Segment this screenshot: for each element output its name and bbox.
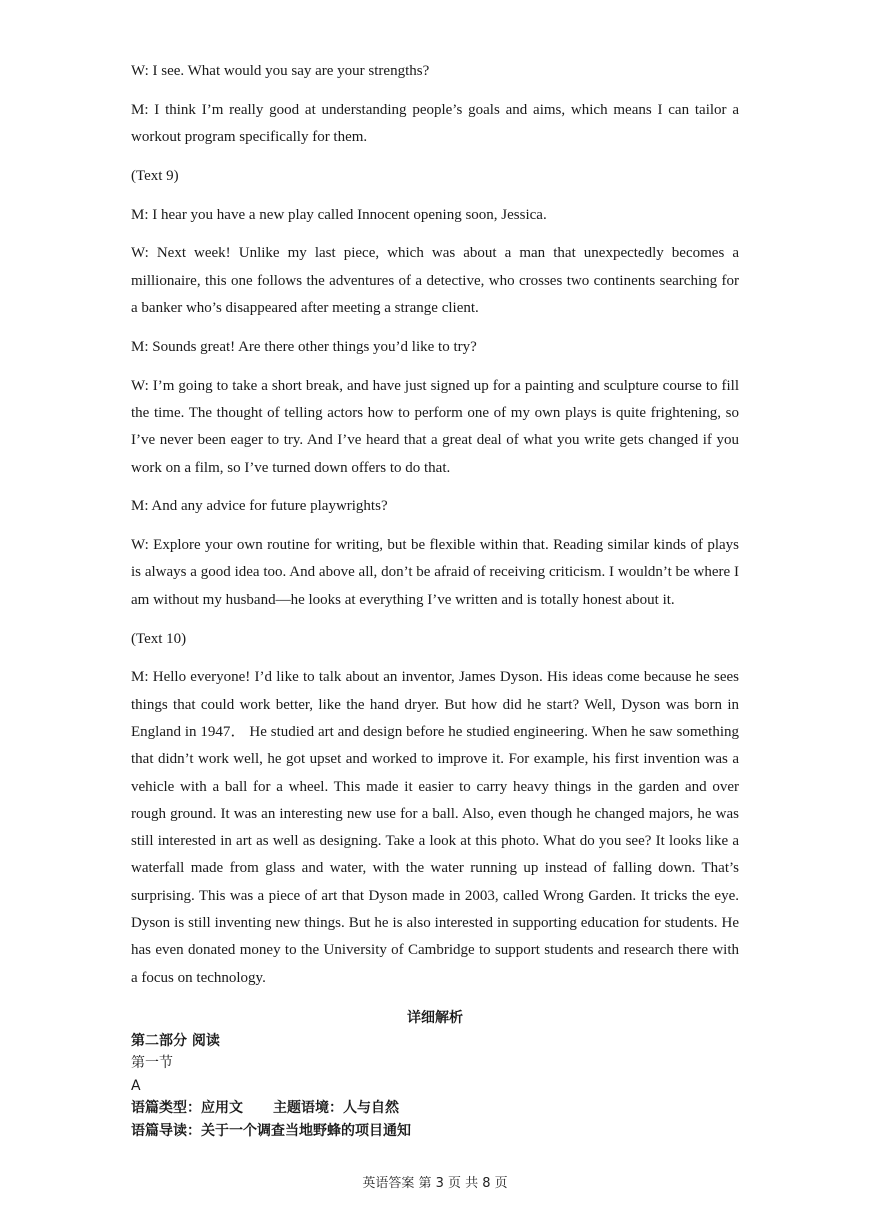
text-heading: (Text 9): [131, 167, 179, 184]
part-heading: 第二部分 阅读: [131, 1032, 220, 1049]
text-heading: (Text 10): [131, 630, 187, 647]
transcript-paragraph: M: Hello everyone! I’d like to talk about an inventor, James Dyson. His ideas come because he sees things that could work better, like the hand dryer. But how did he start? Well, Dyson was born in England in 1947． He studied art and design before he studied engineering. When he saw something that didn’t work well, he got upset and worked to improve it. For example, his first invention was a vehicle with a ball for a wheel. This made it easier to carry heavy things in the garden and over rough ground. It was an interesting new use for a ball. Also, even though he changed majors, he was still interested in art as well as designing. Take a look at this photo. What do you see? It looks like a waterfall made from glass and water, with the water running up instead of falling down. That’s surprising. This was a piece of art that Dyson made in 2003, called Wrong Garden. It tricks the eye. Dyson is still inventing new things. But he is also interested in supporting education for students. He has even donated money to the University of Cambridge to support students and research there with a focus on technology.: [131, 669, 739, 986]
page-footer: 英语答案 第 3 页 共 8 页: [362, 1176, 508, 1191]
analysis-title: 详细解析: [407, 1009, 463, 1026]
section-heading: 第一节: [131, 1055, 173, 1072]
transcript-paragraph: W: I’m going to take a short break, and have just signed up for a painting and sculpture course to fill the time. The thought of telling actors how to perform one of my own plays is quite frightening, so I’ve never been eager to try. And I’ve heard that a great deal of what you write gets changed if you work on a film, so I’ve turned down offers to do that.: [131, 377, 739, 476]
transcript-paragraph: M: Sounds great! Are there other things you’d like to try?: [131, 338, 477, 355]
transcript-paragraph: W: Explore your own routine for writing, but be flexible within that. Reading similar kinds of plays is always a good idea too. And above all, don’t be afraid of receiving criticism. I wouldn’t be where I am without my husband—he looks at everything I’ve written and is totally honest about it.: [131, 537, 739, 608]
transcript-paragraph: M: And any advice for future playwrights?: [131, 498, 388, 515]
passage-label: A: [131, 1077, 141, 1094]
transcript-paragraph: M: I think I’m really good at understanding people’s goals and aims, which means I can tailor a workout program specifically for them.: [131, 101, 739, 146]
passage-type-line: [131, 1097, 739, 1120]
transcript-paragraph: W: I see. What would you say are your strengths?: [131, 63, 430, 79]
transcript-paragraph: W: Next week! Unlike my last piece, which was about a man that unexpectedly becomes a millionaire, this one follows the adventures of a detective, who crosses two continents searching for a banker who’s disappeared after meeting a strange client.: [131, 245, 739, 317]
transcript-paragraph: M: I hear you have a new play called Innocent opening soon, Jessica.: [131, 206, 547, 223]
document-page: [131, 58, 739, 1142]
passage-type: 语篇类型：应用文: [131, 1100, 243, 1117]
passage-intro: 语篇导读：关于一个调查当地野蜂的项目通知: [131, 1122, 411, 1139]
theme-context: 主题语境：人与自然: [273, 1100, 399, 1117]
